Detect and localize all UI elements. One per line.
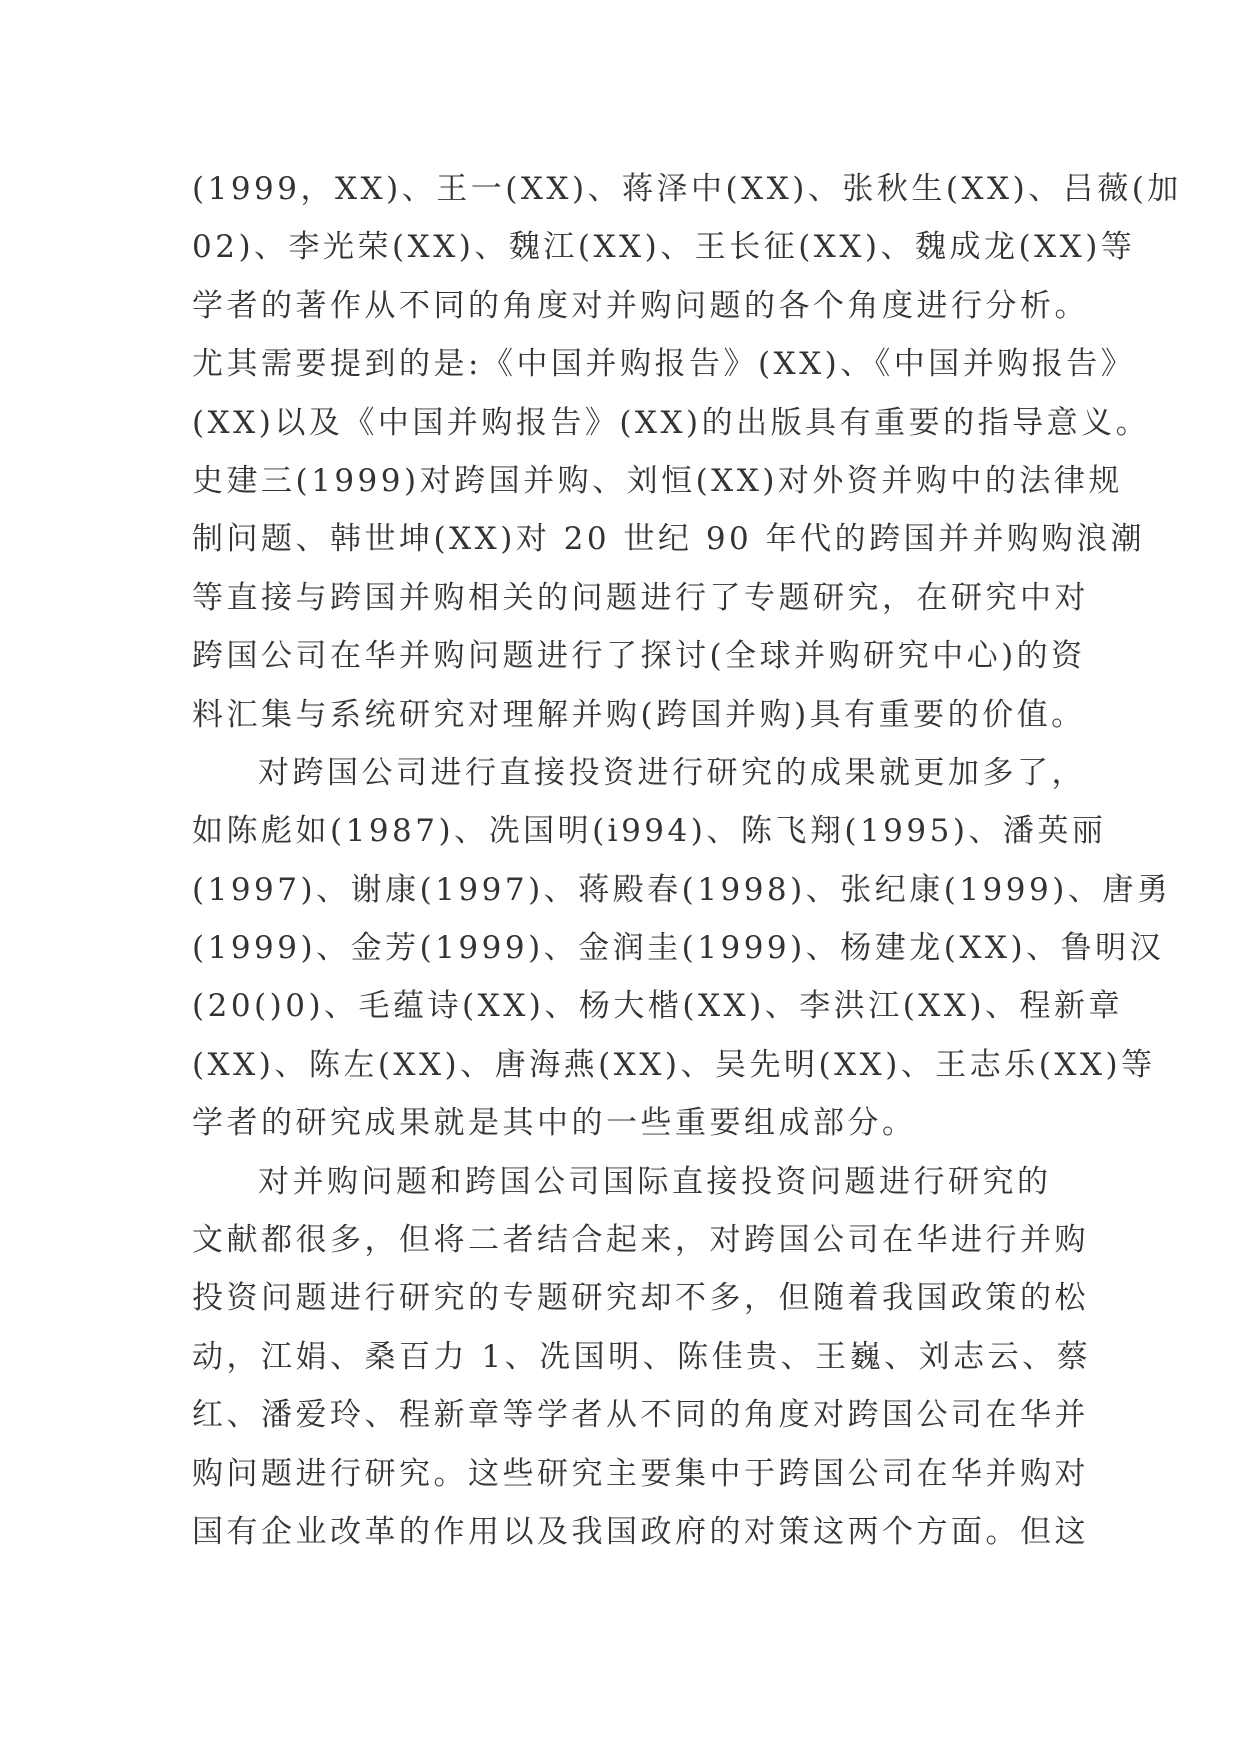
text-line: 如陈彪如(1987)、冼国明(i994)、陈飞翔(1995)、潘英丽 (192, 813, 1107, 850)
text-line: 制问题、韩世坤(XX)对 20 世纪 90 年代的跨国并并购购浪潮 (192, 521, 1146, 558)
text-line: (1999)、金芳(1999)、金润圭(1999)、杨建龙(XX)、鲁明汉 (192, 930, 1165, 967)
text-line: (1999，XX)、王一(XX)、蒋泽中(XX)、张秋生(XX)、吕薇(加 (192, 171, 1182, 207)
text-line: (XX)以及《中国并购报告》(XX)的出版具有重要的指导意义。 (192, 404, 1151, 441)
text-line: 02)、李光荣(XX)、魏江(XX)、王长征(XX)、魏成龙(XX)等 (192, 229, 1136, 266)
text-line: 购问题进行研究。这些研究主要集中于跨国公司在华并购对 (192, 1455, 1089, 1492)
text-line: 史建三(1999)对跨国并购、刘恒(XX)对外资并购中的法律规 (192, 462, 1123, 499)
text-line: (1997)、谢康(1997)、蒋殿春(1998)、张纪康(1999)、唐勇 (192, 871, 1172, 908)
text-line: 红、潘爱玲、程新章等学者从不同的角度对跨国公司在华并 (192, 1397, 1089, 1434)
paragraph-1 (192, 160, 1182, 744)
body-text (192, 160, 1182, 1561)
paragraph-3 (192, 1153, 1092, 1562)
text-line: 跨国公司在华并购问题进行了探讨(全球并购研究中心)的资 (192, 638, 1086, 675)
text-line: 动，江娟、桑百力 1、冼国明、陈佳贵、王巍、刘志云、蔡 (192, 1338, 1092, 1375)
text-line: (XX)、陈左(XX)、唐海燕(XX)、吴先明(XX)、王志乐(XX)等 (192, 1046, 1156, 1083)
text-line: 文献都很多，但将二者结合起来，对跨国公司在华进行并购 (192, 1222, 1089, 1259)
text-line: 投资问题进行研究的专题研究却不多，但随着我国政策的松 (192, 1280, 1089, 1317)
text-line: 等直接与跨国并购相关的问题进行了专题研究，在研究中对 (192, 579, 1089, 616)
text-line: 对并购问题和跨国公司国际直接投资问题进行研究的 (258, 1163, 1052, 1200)
paragraph-2 (192, 744, 1172, 1153)
text-line: 学者的著作从不同的角度对并购问题的各个角度进行分析。 (192, 287, 1089, 324)
text-line: 料汇集与系统研究对理解并购(跨国并购)具有重要的价值。 (192, 696, 1086, 733)
text-line: 尤其需要提到的是:《中国并购报告》(XX)、《中国并购报告》 (192, 346, 1136, 383)
text-line: (20()0)、毛蕴诗(XX)、杨大楷(XX)、李洪江(XX)、程新章 (192, 988, 1124, 1025)
text-line: 对跨国公司进行直接投资进行研究的成果就更加多了， (258, 754, 1086, 791)
text-line: 学者的研究成果就是其中的一些重要组成部分。 (192, 1105, 917, 1142)
text-line: 国有企业改革的作用以及我国政府的对策这两个方面。但这 (192, 1513, 1089, 1550)
